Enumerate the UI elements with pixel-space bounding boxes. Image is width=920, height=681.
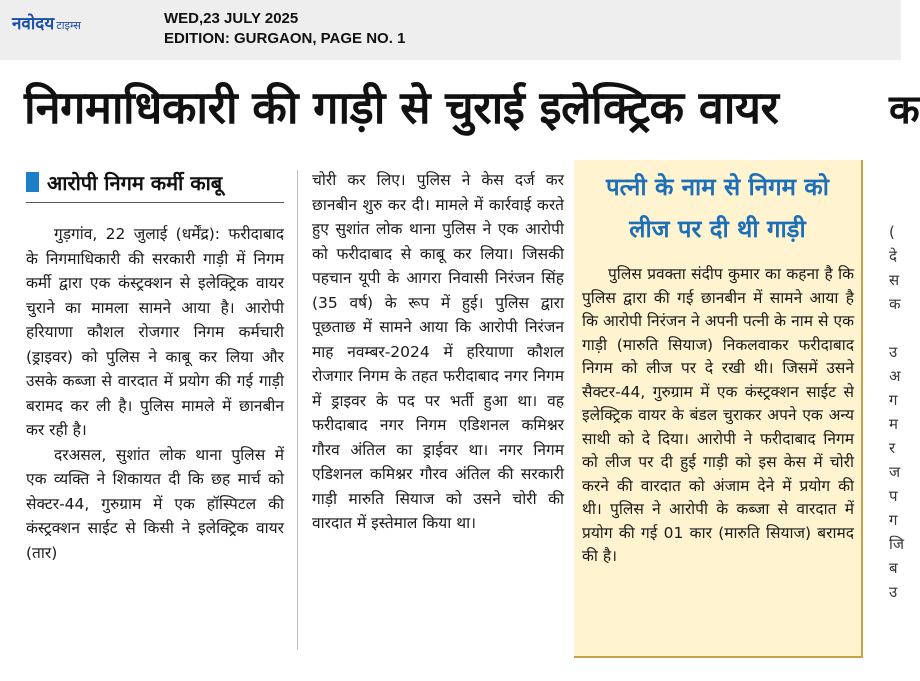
- subhead-text: आरोपी निगम कर्मी काबू: [47, 170, 223, 195]
- newspaper-logo: [12, 9, 136, 39]
- sidebar-box: [574, 160, 863, 658]
- subhead-square-icon: [26, 172, 39, 192]
- column-divider: [297, 170, 298, 650]
- sidebar-title: पत्नी के नाम से निगम को लीज पर दी थी गाड़ी: [606, 173, 829, 243]
- edition-info: [164, 9, 405, 49]
- article-paragraph: चोरी कर लिए। पुलिस ने केस दर्ज कर छानबीन शुरु कर दी। मामले में कार्रवाई करते हुए सुशांत लोक थाना पुलिस ने एक आरोपी को फरीदाबाद से काबू कर लिया। जिसकी पहचान यूपी के आगरा निवासी निरंजन सिंह (35 वर्ष) के रूप में हुई। पुलिस द्वारा पूछताछ में सामने आया कि आरोपी निरंजन माह नवम्बर-2024 में हरियाणा कौशल रोजगार निगम के तहत फरीदाबाद नगर निगम में ड्राइवर के पद पर भर्ती हुआ था। वह फरीदाबाद नगर निगम एडिशनल कमिश्नर गौरव अंतिल का ड्राईवर था। नगर निगम एडिशनल कमिश्नर गौरव अंतिल की सरकारी गाड़ी मारुति सियाज को उसने चोरी की वारदात में इस्तेमाल किया था।: [312, 171, 564, 532]
- article-column-2: [312, 168, 564, 536]
- publication-date: WED,23 JULY 2025: [164, 10, 299, 27]
- article-subhead: [26, 167, 284, 197]
- adjacent-article-fragment: ( दे स क उ अ ग म र ज प ग जि ब उ: [889, 223, 905, 601]
- sidebar-body: [582, 263, 854, 569]
- article-paragraph: गुड़गांव, 22 जुलाई (धर्मेंद्र): फरीदाबाद के निगमाधिकारी की सरकारी गाड़ी में निगम कर्मी द्वारा एक कंस्ट्रक्शन से इलेक्ट्रिक वायर चुराने का मामला सामने आया है। आरोपी हरियाणा कौशल रोजगार निगम कर्मचारी (ड्राइवर) को पुलिस ने काबू कर लिया और उसके कब्जा से वारदात में प्रयोग की गई गाड़ी बरामद कर ली है। पुलिस मामले में छानबीन कर रही है।: [26, 225, 284, 439]
- article-headline: निगमाधिकारी की गाड़ी से चुराई इलेक्ट्रिक वायर: [24, 81, 779, 134]
- adjacent-headline-fragment: क: [889, 87, 920, 133]
- logo-main-text: नवोदय: [12, 14, 55, 34]
- edition-page: EDITION: GURGAON, PAGE NO. 1: [164, 30, 406, 47]
- logo-sub-text: टाइम्स: [56, 19, 81, 32]
- masthead-bar: [0, 0, 901, 60]
- article-column-1: [26, 222, 284, 565]
- subhead-divider: [26, 202, 284, 203]
- sidebar-paragraph: पुलिस प्रवक्ता संदीप कुमार का कहना है कि पुलिस द्वारा की गई छानबीन में सामने आया है कि आरोपी निरंजन ने अपनी पत्नी के नाम से एक गाड़ी (मारुति सियाज) निकलवाकर फरीदाबाद निगम को लीज पर दे रखी थी। जिसमें उसने सैक्टर-44, गुरुग्राम में एक कंस्ट्रक्शन साईट से इलेक्ट्रिक वायर के बंडल चुराकर अपने एक अन्य साथी को दे दिया। आरोपी ने फरीदाबाद निगम को लीज पर दी हुई गाड़ी को इस केस में चोरी करने की वारदात को अंजाम देने में प्रयोग की थी। पुलिस ने आरोपी के कब्जा से वारदात में प्रयोग की गई 01 कार (मारुति सियाज) बरामद की है।: [582, 265, 854, 565]
- article-paragraph: दरअसल, सुशांत लोक थाना पुलिस में एक व्यक्ति ने शिकायत दी कि छह मार्च को सेक्टर-44, गुरुग्राम में एक हॉस्पिटल की कंस्ट्रक्शन साईट से किसी ने इलेक्ट्रिक वायर (तार): [26, 445, 284, 562]
